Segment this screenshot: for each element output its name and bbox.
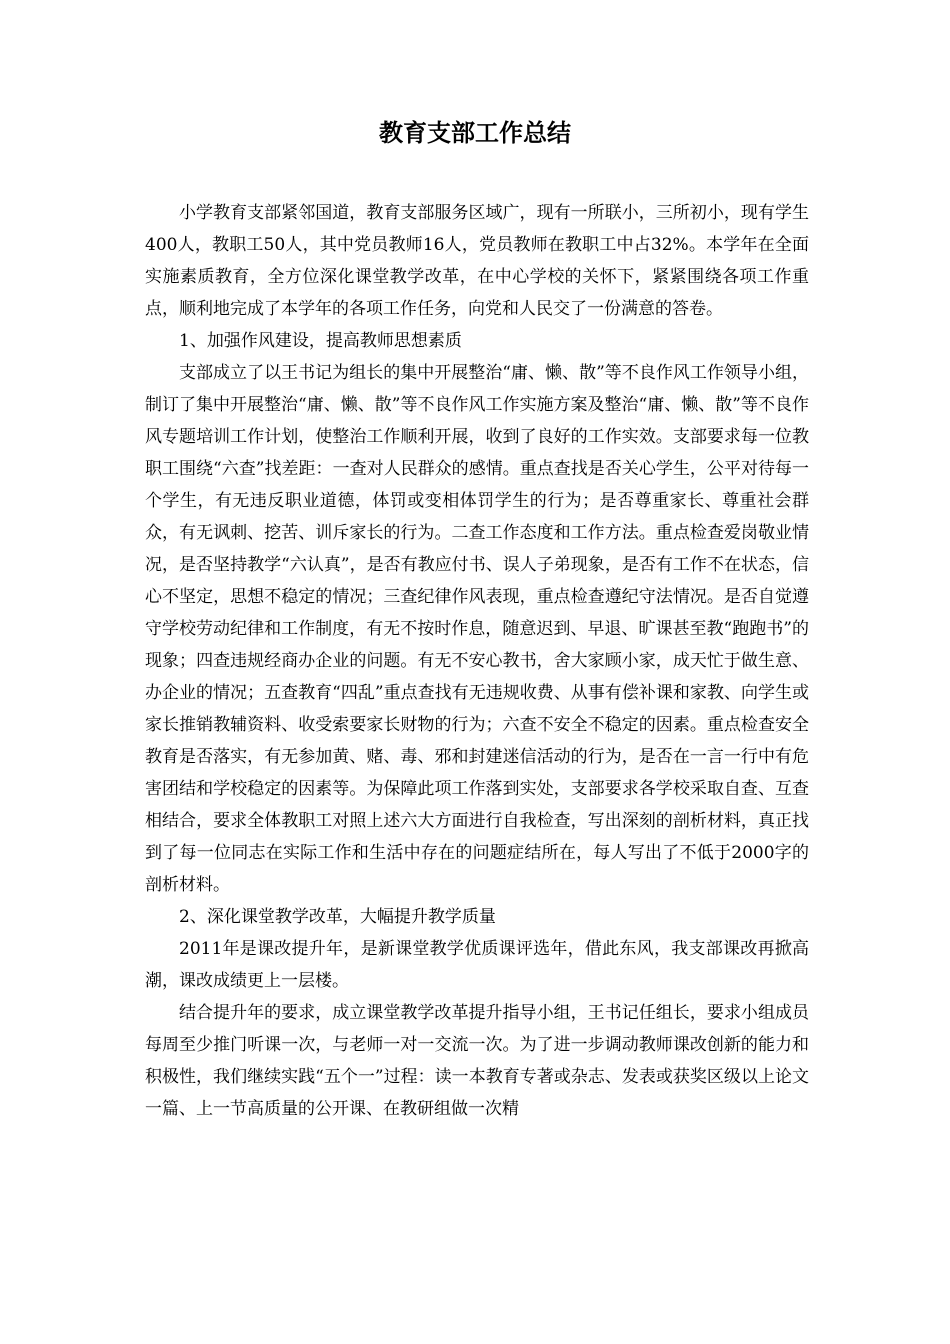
section-1-paragraph: 支部成立了以王书记为组长的集中开展整治“庸、懒、散”等不良作风工作领导小组，制订了集中开展整治“庸、懒、散”等不良作风工作实施方案及整治“庸、懒、散”等不良作风专题培训工作计划，使整治工作顺利开展，收到了良好的工作实效。支部要求每一位教职工围绕“六查”找差距：一查对人民群众的感情。重点查找是否关心学生，公平对待每一个学生，有无违反职业道德，体罚或变相体罚学生的行为；是否尊重家长、尊重社会群众，有无讽刺、挖苦、训斥家长的行为。二查工作态度和工作方法。重点检查爱岗敬业情况，是否坚持教学“六认真”，是否有教应付书、误人子弟现象，是否有工作不在状态，信心不坚定，思想不稳定的情况；三查纪律作风表现，重点检查遵纪守法情况。是否自觉遵守学校劳动纪律和工作制度，有无不按时作息，随意迟到、早退、旷课甚至教“跑跑书”的现象；四查违规经商办企业的问题。有无不安心教书，舍大家顾小家，成天忙于做生意、办企业的情况；五查教育“四乱”重点查找有无违规收费、从事有偿补课和家教、向学生或家长推销教辅资料、收受索要家长财物的行为；六查不安全不稳定的因素。重点检查安全教育是否落实，有无参加黄、赌、毒、邪和封建迷信活动的行为，是否在一言一行中有危害团结和学校稳定的因素等。为保障此项工作落到实处，支部要求各学校采取自查、互查相结合，要求全体教职工对照上述六大方面进行自我检查，写出深刻的剖析材料，真正找到了每一位同志在实际工作和生活中存在的问题症结所在，每人写出了不低于2000字的剖析材料。 xyxy=(145,363,809,895)
section-2-paragraph-1: 2011年是课改提升年，是新课堂教学优质课评选年，借此东风，我支部课改再掀高潮，课改成绩更上一层楼。 xyxy=(145,939,809,991)
intro-paragraph: 小学教育支部紧邻国道，教育支部服务区域广，现有一所联小，三所初小，现有学生400人，教职工50人，其中党员教师16人，党员教师在教职工中占32%。本学年在全面实施素质教育，全方位深化课堂教学改革，在中心学校的关怀下，紧紧围绕各项工作重点，顺利地完成了本学年的各项工作任务，向党和人民交了一份满意的答卷。 xyxy=(145,203,809,319)
section-heading-2: 2、深化课堂教学改革，大幅提升教学质量 xyxy=(179,907,496,927)
section-2-paragraph-2: 结合提升年的要求，成立课堂教学改革提升指导小组，王书记任组长，要求小组成员每周至少推门听课一次，与老师一对一交流一次。为了进一步调动教师课改创新的能力和积极性，我们继续实践“五个一”过程：读一本教育专著或杂志、发表或获奖区级以上论文一篇、上一节高质量的公开课、在教研组做一次精 xyxy=(145,1003,809,1119)
document-body xyxy=(145,197,809,1125)
document-title: 教育支部工作总结 xyxy=(379,118,571,147)
section-heading-1: 1、加强作风建设，提高教师思想素质 xyxy=(179,331,462,351)
